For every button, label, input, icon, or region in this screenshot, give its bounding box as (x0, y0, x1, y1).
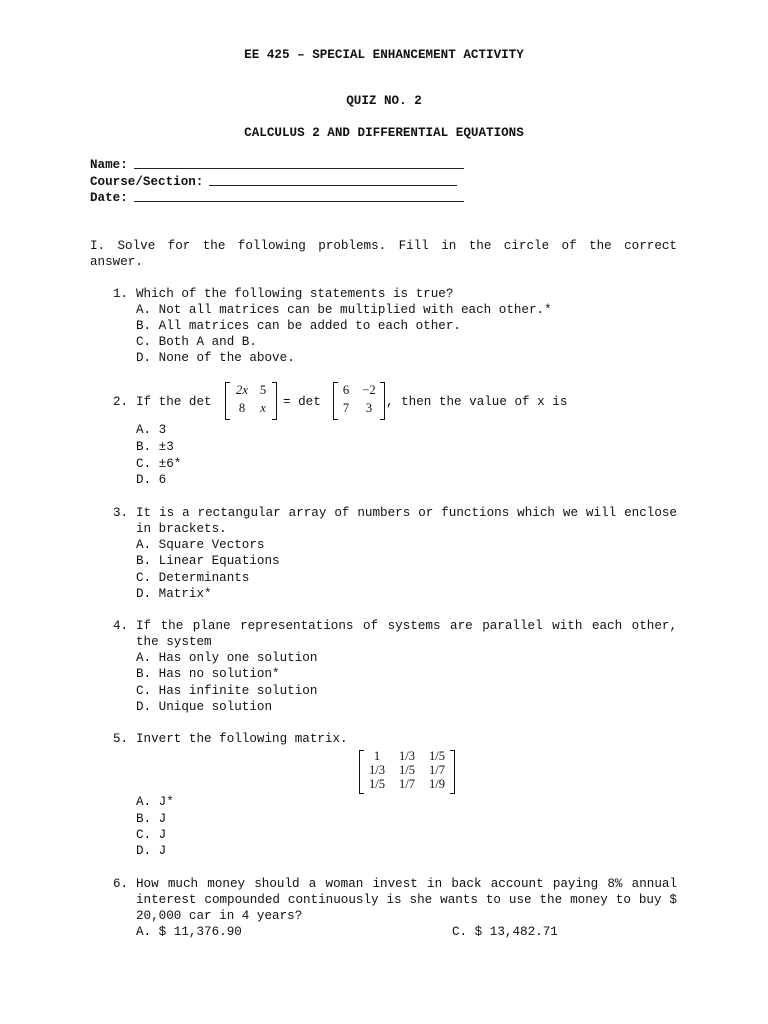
question-2-text-start: If the det (136, 395, 212, 409)
q5-option-d[interactable]: D. J (136, 844, 167, 858)
q1-option-b[interactable]: B. All matrices can be added to each other. (136, 319, 461, 333)
q5-option-b[interactable]: B. J (136, 812, 167, 826)
q4-option-d[interactable]: D. Unique solution (136, 700, 273, 714)
matrix-cell: 1/7 (428, 763, 446, 777)
q5-option-a[interactable]: A. J* (136, 795, 174, 809)
matrix-cell: −2 (362, 383, 376, 397)
instructions: I. Solve for the following problems. Fill in the circle of the correct answer. (90, 239, 677, 269)
q3-option-c[interactable]: C. Determinants (136, 571, 250, 585)
matrix-cell: x (260, 401, 266, 415)
name-label: Name: (90, 158, 128, 172)
matrix-cell: 3 (365, 401, 373, 415)
matrix-cell: 1/5 (368, 777, 386, 791)
matrix-cell: 5 (259, 383, 267, 397)
name-blank[interactable] (134, 157, 464, 169)
q4-option-a[interactable]: A. Has only one solution (136, 651, 318, 665)
course-section-label: Course/Section: (90, 175, 204, 189)
course-section-field[interactable] (90, 174, 457, 190)
date-field[interactable] (90, 190, 464, 206)
q3-option-a[interactable]: A. Square Vectors (136, 538, 265, 552)
q2-option-b[interactable]: B. ±3 (136, 440, 174, 454)
question-2-text-end: , then the value of x is (386, 395, 568, 409)
question-1-text: Which of the following statements is true? (136, 287, 454, 301)
q6-option-c[interactable]: C. $ 13,482.71 (452, 925, 558, 939)
q1-option-c[interactable]: C. Both A and B. (136, 335, 257, 349)
left-bracket (225, 382, 230, 420)
q5-option-c[interactable]: C. J (136, 828, 167, 842)
question-number: 6. (113, 877, 129, 891)
matrix-cell: 1/7 (398, 777, 416, 791)
question-4-text: If the plane representations of systems are parallel with each other, the system (136, 619, 677, 649)
q4-option-b[interactable]: B. Has no solution* (136, 667, 280, 681)
determinant-matrix-2 (333, 382, 385, 420)
question-number: 3. (113, 506, 129, 520)
question-6-text: How much money should a woman invest in back account paying 8% annual interest compounded continuously is she wants to use the money to buy $ 20,000 car in 4 years? (136, 877, 677, 923)
matrix-cell: 1/5 (398, 763, 416, 777)
right-bracket (450, 750, 455, 794)
quiz-number: QUIZ NO. 2 (346, 94, 422, 108)
matrix-3x3 (359, 750, 455, 794)
matrix-cell: 1/5 (428, 749, 446, 763)
q2-option-d[interactable]: D. 6 (136, 473, 167, 487)
matrix-cell: 1/3 (368, 763, 386, 777)
matrix-cell: 8 (238, 401, 246, 415)
question-number: 1. (113, 287, 129, 301)
date-label: Date: (90, 191, 128, 205)
document-title: EE 425 – SPECIAL ENHANCEMENT ACTIVITY (244, 48, 524, 62)
q1-option-a[interactable]: A. Not all matrices can be multiplied with each other.* (136, 303, 552, 317)
determinant-matrix-1 (225, 382, 277, 420)
course-section-blank[interactable] (209, 174, 457, 186)
subject-title: CALCULUS 2 AND DIFFERENTIAL EQUATIONS (244, 126, 524, 140)
matrix-cell: 7 (342, 401, 350, 415)
question-number: 5. (113, 732, 129, 746)
equals-det: = det (283, 395, 321, 409)
right-bracket (272, 382, 277, 420)
matrix-cell: 1/9 (428, 777, 446, 791)
q2-option-a[interactable]: A. 3 (136, 423, 167, 437)
matrix-cell: 2x (236, 383, 248, 397)
name-field[interactable] (90, 157, 464, 173)
question-number: 4. (113, 619, 129, 633)
q2-option-c[interactable]: C. ±6* (136, 457, 182, 471)
q4-option-c[interactable]: C. Has infinite solution (136, 684, 318, 698)
matrix-cell: 1/3 (398, 749, 416, 763)
q3-option-d[interactable]: D. Matrix* (136, 587, 212, 601)
matrix-cell: 1 (373, 749, 381, 763)
question-5-text: Invert the following matrix. (136, 732, 348, 746)
matrix-cell: 6 (342, 383, 350, 397)
question-3-text: It is a rectangular array of numbers or functions which we will enclose in brackets. (136, 506, 677, 536)
q1-option-d[interactable]: D. None of the above. (136, 351, 295, 365)
q6-option-a[interactable]: A. $ 11,376.90 (136, 925, 242, 939)
question-number: 2. (113, 395, 129, 409)
date-blank[interactable] (134, 190, 464, 202)
q3-option-b[interactable]: B. Linear Equations (136, 554, 280, 568)
